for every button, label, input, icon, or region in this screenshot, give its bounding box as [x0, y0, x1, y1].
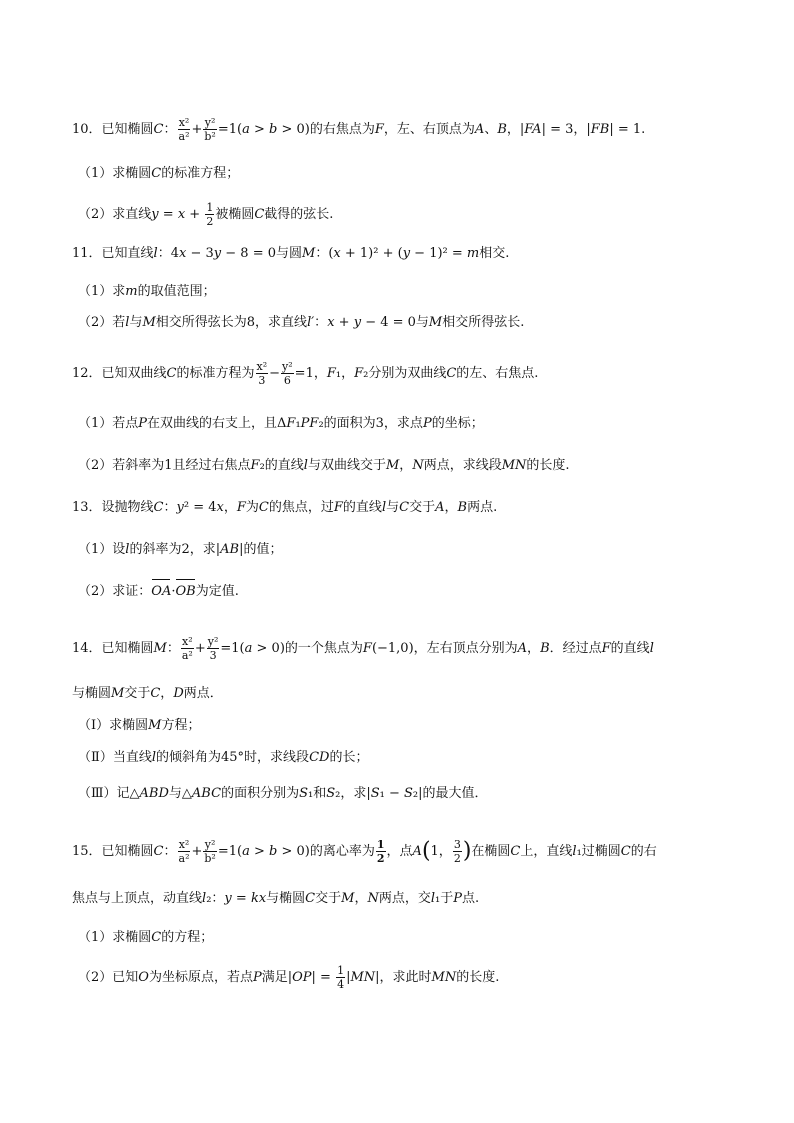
text-run: 的直线 [610, 641, 650, 656]
text-run: （2）已知 [78, 970, 139, 985]
text-run: ，| [506, 122, 525, 137]
math-variable: m [466, 246, 480, 261]
text-run: 11．已知直线 [72, 246, 154, 261]
text-run: > 0)的右焦点为 [277, 122, 375, 137]
denominator: 3 [258, 374, 266, 387]
math-variable: y [176, 500, 184, 515]
text-run: 在双曲线的右支上，且Δ [147, 416, 287, 431]
text-run: =1( [217, 844, 243, 859]
math-variable: a [244, 641, 253, 656]
text-run: ， [160, 686, 174, 701]
fraction [203, 838, 216, 865]
math-variable: P [453, 891, 462, 906]
fraction [336, 964, 345, 991]
text-run: ：( [315, 246, 334, 261]
text-run: 为坐标原点，若点 [148, 970, 253, 985]
problem-11-stem [72, 244, 509, 264]
text-run: > 0)的一个焦点为 [252, 641, 363, 656]
problem-15-stem [72, 838, 657, 865]
text-run: 与△ [168, 786, 192, 801]
numerator: y² [282, 360, 293, 373]
math-variable: l [572, 844, 577, 859]
math-variable: M [428, 315, 443, 330]
text-run: 满足| [261, 970, 293, 985]
fraction [205, 201, 214, 228]
math-variable: M [148, 718, 162, 733]
text-run: 的长度. [526, 458, 570, 473]
text-run: 相交所得弦长为8，求直线 [155, 315, 308, 330]
math-variable: l [125, 542, 130, 557]
fraction [256, 360, 269, 387]
math-variable: l [153, 246, 158, 261]
math-variable: OP [292, 970, 312, 985]
denominator: 3 [209, 649, 217, 662]
math-variable: C [620, 844, 631, 859]
math-variable: S [370, 786, 380, 801]
denominator: b² [204, 130, 216, 143]
vector-symbol: OA [151, 582, 171, 602]
math-variable: l [202, 891, 207, 906]
text-run: ， [527, 641, 541, 656]
text-run: 的取值范围； [137, 284, 216, 299]
text-run: ， [399, 458, 413, 473]
text-run: 的标准方程为 [176, 366, 255, 381]
math-variable: O [138, 970, 149, 985]
text-run: ： [163, 122, 177, 137]
problem-12-part-2 [78, 456, 570, 476]
math-variable: C [254, 207, 265, 222]
text-run: 12．已知双曲线 [72, 366, 167, 381]
math-variable: C [150, 686, 161, 701]
math-variable: CD [309, 750, 330, 765]
denominator: 6 [283, 374, 291, 387]
text-run: + [334, 315, 354, 330]
math-variable: FA [524, 122, 542, 137]
numerator: x² [256, 360, 268, 373]
math-variable: x [333, 246, 341, 261]
text-run: ₁， [335, 366, 355, 381]
math-variable: P [252, 970, 262, 985]
math-variable: y [353, 315, 362, 330]
text-run: ： [163, 500, 177, 515]
problem-14-part-2 [78, 748, 368, 768]
text-run: 与 [386, 500, 400, 515]
math-variable: A [474, 122, 485, 137]
text-run: − [269, 366, 281, 381]
denominator: 4 [337, 978, 345, 991]
text-run: 在椭圆 [471, 844, 511, 859]
math-variable: F [374, 122, 384, 137]
text-run: （1）求椭圆 [78, 930, 152, 945]
math-variable: F [250, 458, 260, 473]
text-run: 的长； [329, 750, 369, 765]
text-run: ： [163, 844, 177, 859]
math-variable: S [299, 786, 308, 801]
text-run: − 8 = 0与圆 [221, 246, 302, 261]
text-run: ．经过点 [549, 641, 602, 656]
problem-14-part-1 [78, 716, 200, 736]
text-run: ， [223, 500, 237, 515]
text-run: ，点 [386, 844, 413, 859]
math-variable: F [354, 366, 364, 381]
math-variable: y [224, 891, 232, 906]
text-run: 10．已知椭圆 [72, 122, 154, 137]
problem-13-part-2 [78, 582, 239, 602]
text-run: 为定值. [195, 584, 239, 599]
text-run: 相交. [479, 246, 510, 261]
problem-12-stem [72, 360, 538, 387]
text-run: ： [314, 315, 328, 330]
problem-15-stem-cont [72, 889, 479, 909]
math-variable: MN [350, 970, 376, 985]
math-variable: F [236, 500, 246, 515]
math-variable: S [326, 786, 336, 801]
text-run: =1( [217, 122, 243, 137]
math-variable: M [385, 458, 400, 473]
text-run: 与双曲线交于 [307, 458, 386, 473]
denominator: a² [181, 649, 193, 662]
text-run: + [185, 207, 205, 222]
text-run: | [346, 970, 351, 985]
text-run: 两点，交 [378, 891, 431, 906]
text-run: 15．已知椭圆 [72, 844, 154, 859]
fraction [178, 116, 191, 143]
math-variable: F [362, 641, 372, 656]
text-run: + [191, 122, 203, 137]
text-run: （1）求 [78, 284, 126, 299]
denominator: a² [178, 130, 190, 143]
problem-10-part-1 [78, 164, 239, 184]
math-variable: M [153, 641, 167, 656]
math-variable: N [412, 458, 424, 473]
text-run: = [158, 207, 178, 222]
math-variable: M [341, 891, 355, 906]
fraction [207, 635, 220, 662]
text-run: （Ⅱ）当直线 [78, 750, 152, 765]
text-run: 截得的弦长. [264, 207, 334, 222]
denominator: b² [204, 852, 216, 865]
numerator: x² [178, 116, 190, 129]
text-run: 的斜率为2，求| [129, 542, 221, 557]
numerator: x² [178, 838, 190, 851]
numerator: y² [204, 116, 216, 129]
text-run: ₂的直线 [259, 458, 304, 473]
math-variable: C [153, 122, 164, 137]
math-variable: l [430, 891, 436, 906]
fraction [453, 838, 462, 865]
text-run: 方程； [161, 718, 201, 733]
math-variable: b [269, 122, 278, 137]
math-variable: P [422, 416, 432, 431]
math-variable: ABC [191, 786, 222, 801]
denominator: a² [178, 852, 190, 865]
fraction [281, 360, 294, 387]
math-variable: C [153, 500, 164, 515]
text-run: ₁ − [379, 786, 404, 801]
text-run: ) [462, 838, 472, 864]
text-run: ₂，求| [335, 786, 371, 801]
text-run: 的方程； [161, 930, 214, 945]
text-run: 的坐标； [431, 416, 484, 431]
problem-15-part-1 [78, 928, 213, 948]
math-variable: a [242, 122, 250, 137]
math-variable: M [302, 246, 316, 261]
math-variable: C [399, 500, 410, 515]
text-run: （1）若点 [78, 416, 139, 431]
text-run: ： [166, 641, 180, 656]
denominator: 2 [376, 852, 385, 865]
vector-symbol: OB [175, 582, 195, 602]
text-run: > [249, 844, 270, 859]
text-run: （2）求证： [78, 584, 152, 599]
math-variable: C [446, 366, 457, 381]
text-run: 的直线 [342, 500, 382, 515]
numerator: x² [182, 635, 193, 648]
text-run: · [171, 584, 176, 599]
math-variable: C [153, 844, 164, 859]
math-variable: x [216, 500, 224, 515]
text-run: + [194, 641, 206, 656]
math-variable: C [510, 844, 521, 859]
fraction [178, 838, 191, 865]
text-run: （1）设 [78, 542, 126, 557]
text-run: ：4 [157, 246, 179, 261]
math-variable: M [142, 315, 156, 330]
text-run: ( [421, 838, 431, 864]
math-variable: A [435, 500, 445, 515]
text-run: = [231, 891, 251, 906]
math-variable: m [125, 284, 138, 299]
problem-10-part-2 [78, 201, 333, 228]
text-run: | = 1. [609, 122, 646, 137]
text-run: （2）求直线 [78, 207, 152, 222]
text-run: ₁过椭圆 [576, 844, 621, 859]
math-variable: S [403, 786, 413, 801]
math-variable: F [601, 641, 611, 656]
text-run: 14．已知椭圆 [72, 641, 154, 656]
fraction [376, 838, 386, 865]
math-variable: y [402, 246, 411, 261]
math-variable: x [179, 246, 187, 261]
text-run: − 4 = 0与 [361, 315, 429, 330]
math-variable: C [305, 891, 316, 906]
math-variable: b [269, 844, 278, 859]
text-run: ， [444, 500, 458, 515]
problem-13-stem [72, 498, 497, 518]
math-variable: F [326, 366, 336, 381]
math-variable: A [412, 844, 422, 859]
text-run: （1）求椭圆 [78, 166, 152, 181]
problem-10-stem [72, 116, 645, 143]
math-variable: D [173, 686, 184, 701]
math-variable: C [151, 166, 162, 181]
text-run: 的左、右焦点. [456, 366, 539, 381]
math-variable: MN [501, 458, 527, 473]
text-run: − 3 [186, 246, 214, 261]
math-variable: B [540, 641, 550, 656]
text-run: 焦点与上顶点，动直线 [72, 891, 203, 906]
text-run: ₂分别为双曲线 [363, 366, 447, 381]
math-variable: C [151, 930, 162, 945]
math-variable: l [381, 500, 387, 515]
math-variable: MN [431, 970, 457, 985]
text-run: 两点，求线段 [423, 458, 502, 473]
text-run: 的焦点，过 [268, 500, 334, 515]
math-variable: M [111, 686, 125, 701]
denominator: 2 [206, 215, 214, 228]
text-run: | = [311, 970, 336, 985]
text-run: 1， [430, 844, 452, 859]
math-variable: kx [250, 891, 267, 906]
text-run: 、 [484, 122, 498, 137]
text-run: | = 3，| [541, 122, 591, 137]
problem-11-part-2 [78, 313, 524, 333]
text-run: ₁于 [435, 891, 454, 906]
math-variable: N [367, 891, 379, 906]
problem-12-part-1 [78, 414, 484, 434]
problem-14-stem-cont [72, 684, 223, 704]
text-run: 上，直线 [520, 844, 573, 859]
text-run: =1， [294, 366, 327, 381]
text-run: ₂的面积为3，求点 [318, 416, 423, 431]
text-run: 被椭圆 [215, 207, 255, 222]
numerator: 1 [206, 201, 214, 214]
text-run: 的长度. [456, 970, 500, 985]
text-run: ， [354, 891, 368, 906]
math-variable: l [125, 315, 130, 330]
text-run: + [191, 844, 203, 859]
problem-11-part-1 [78, 282, 216, 302]
text-run: （2）若斜率为1且经过右焦点 [78, 458, 251, 473]
math-variable: l [151, 750, 157, 765]
numerator: y² [204, 838, 216, 851]
text-run: 两点. [467, 500, 498, 515]
math-variable: l′ [307, 315, 315, 330]
math-variable: x [327, 315, 335, 330]
text-run: 13．设抛物线 [72, 500, 154, 515]
text-run: |，求此时 [375, 970, 432, 985]
text-run: > [249, 122, 270, 137]
math-variable: A [517, 641, 528, 656]
text-run: ，左、右顶点为 [383, 122, 475, 137]
fraction [181, 635, 194, 662]
math-variable: y [213, 246, 222, 261]
text-run: ₂|的最大值． [412, 786, 488, 801]
math-variable: l [649, 641, 654, 656]
numerator: 1 [337, 964, 345, 977]
text-run: > 0)的离心率为 [277, 844, 375, 859]
text-run: 的面积分别为 [221, 786, 300, 801]
math-variable: C [258, 500, 269, 515]
math-variable: P [138, 416, 148, 431]
text-run: 与 [129, 315, 143, 330]
text-run: （Ⅲ）记△ [78, 786, 140, 801]
text-run: + 1)² + ( [340, 246, 403, 261]
numerator: y² [207, 635, 219, 648]
text-run: (−1,0)，左右顶点分别为 [371, 641, 518, 656]
math-variable: FB [590, 122, 610, 137]
text-run: （Ⅰ）求椭圆 [78, 718, 149, 733]
math-variable: B [457, 500, 468, 515]
text-run: 的右 [630, 844, 657, 859]
math-variable: ABD [139, 786, 169, 801]
text-run: =1( [220, 641, 245, 656]
text-run: 交于 [409, 500, 436, 515]
text-run: 两点． [183, 686, 223, 701]
text-run: 点. [462, 891, 480, 906]
problem-14-stem [72, 635, 654, 662]
numerator: 1 [376, 838, 385, 851]
text-run: ₁和 [307, 786, 327, 801]
math-variable: l [303, 458, 308, 473]
math-variable: C [166, 366, 177, 381]
text-run: 与椭圆 [72, 686, 112, 701]
text-run: 为 [245, 500, 259, 515]
fraction [203, 116, 216, 143]
numerator: 3 [453, 838, 461, 851]
problem-15-part-2 [78, 964, 499, 991]
math-variable: a [242, 844, 250, 859]
text-run: ² = 4 [183, 500, 217, 515]
text-run: 相交所得弦长. [442, 315, 525, 330]
problem-14-part-3 [78, 784, 487, 804]
math-variable: x [177, 207, 186, 222]
math-variable: y [151, 207, 159, 222]
text-run: |的值； [239, 542, 283, 557]
math-variable: AB [220, 542, 240, 557]
text-run: 交于 [124, 686, 151, 701]
text-run: ₁ [295, 416, 301, 431]
text-run: − 1)² = [410, 246, 467, 261]
denominator: 2 [453, 852, 461, 865]
text-run: 与椭圆 [266, 891, 306, 906]
math-variable: B [497, 122, 507, 137]
problem-13-part-1 [78, 540, 282, 560]
text-run: 的倾斜角为45°时，求线段 [156, 750, 310, 765]
text-run: ₂： [206, 891, 225, 906]
math-variable: F [333, 500, 343, 515]
text-run: 的标准方程； [161, 166, 240, 181]
math-variable: F [286, 416, 296, 431]
math-variable: PF [300, 416, 319, 431]
text-run: 交于 [315, 891, 342, 906]
text-run: （2）若 [78, 315, 126, 330]
